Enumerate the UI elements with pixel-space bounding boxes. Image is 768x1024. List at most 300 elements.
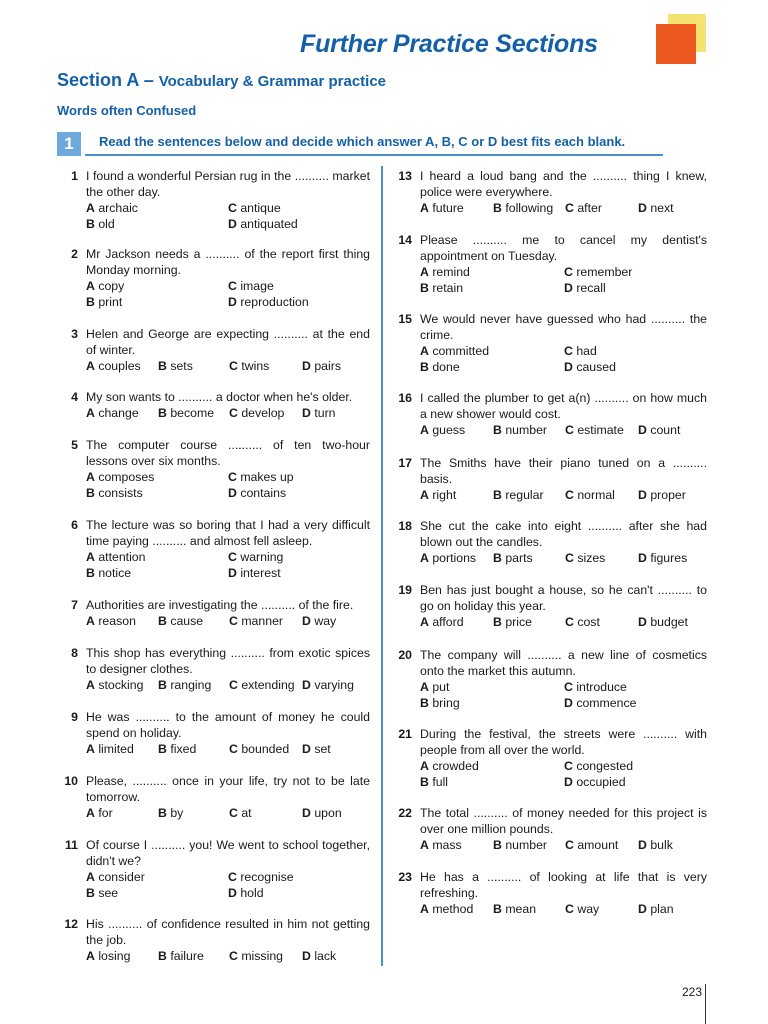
option-b[interactable] — [420, 280, 463, 296]
option-letter: D — [228, 217, 237, 231]
option-c[interactable] — [229, 741, 289, 757]
option-b[interactable] — [158, 405, 214, 421]
option-letter: A — [86, 614, 95, 628]
option-letter: D — [638, 488, 647, 502]
option-a[interactable] — [420, 343, 489, 359]
question-text: He has a .......... of looking at life that is very refreshing. — [420, 870, 707, 900]
option-letter: A — [86, 806, 95, 820]
question-text: Ben has just bought a house, so he can't .......... to go on holiday this year. — [420, 583, 707, 613]
option-letter: D — [564, 696, 573, 710]
option-text: missing — [241, 949, 283, 963]
option-a[interactable] — [86, 613, 136, 629]
option-a[interactable] — [420, 614, 464, 630]
option-text: set — [314, 742, 331, 756]
option-text: right — [432, 488, 457, 502]
option-text: full — [432, 775, 449, 789]
option-text: warning — [240, 550, 284, 564]
option-text: committed — [432, 344, 490, 358]
option-d[interactable] — [564, 280, 606, 296]
option-a[interactable] — [86, 469, 154, 485]
option-letter: C — [565, 488, 574, 502]
option-letter: A — [86, 742, 95, 756]
option-letter: C — [228, 550, 237, 564]
option-c[interactable] — [229, 358, 269, 374]
option-a[interactable] — [86, 948, 130, 964]
option-text: normal — [577, 488, 615, 502]
question-text: This shop has everything .......... from exotic spices to designer clothes. — [86, 646, 370, 676]
option-letter: C — [565, 423, 574, 437]
option-d[interactable] — [228, 294, 309, 310]
section-dash: – — [138, 70, 159, 90]
question-number: 5 — [71, 438, 78, 452]
option-text: attention — [98, 550, 146, 564]
option-c[interactable] — [229, 948, 283, 964]
option-letter: C — [565, 551, 574, 565]
option-text: done — [432, 360, 460, 374]
option-letter: D — [302, 806, 311, 820]
option-letter: A — [420, 551, 429, 565]
option-text: image — [240, 279, 274, 293]
option-c[interactable] — [565, 614, 600, 630]
option-c[interactable] — [228, 469, 294, 485]
option-text: mean — [505, 902, 537, 916]
decorative-orange-square — [656, 24, 696, 64]
option-text: portions — [432, 551, 477, 565]
option-letter: A — [86, 470, 95, 484]
column-divider — [381, 166, 383, 966]
option-text: method — [432, 902, 474, 916]
option-d[interactable] — [638, 837, 673, 853]
option-letter: B — [158, 949, 167, 963]
option-letter: B — [158, 614, 167, 628]
option-b[interactable] — [420, 695, 460, 711]
option-text: consists — [98, 486, 143, 500]
option-text: antique — [240, 201, 281, 215]
option-text: print — [98, 295, 123, 309]
option-letter: A — [420, 838, 429, 852]
option-text: change — [98, 406, 139, 420]
option-b[interactable] — [493, 901, 536, 917]
option-letter: B — [158, 359, 167, 373]
option-c[interactable] — [564, 264, 632, 280]
question-text: I called the plumber to get a(n) .......... on how much a new shower would cost. — [420, 391, 707, 421]
option-c[interactable] — [228, 200, 281, 216]
option-letter: A — [86, 550, 95, 564]
option-letter: D — [638, 551, 647, 565]
question-number: 14 — [398, 233, 412, 247]
option-text: future — [432, 201, 464, 215]
option-letter: C — [228, 279, 237, 293]
option-letter: B — [493, 615, 502, 629]
question-text: She cut the cake into eight .......... after she had blown out the candles. — [420, 519, 707, 549]
option-letter: D — [228, 566, 237, 580]
option-b[interactable] — [420, 359, 460, 375]
question-text: The lecture was so boring that I had a very difficult time paying .......... and almost fell asleep. — [86, 518, 370, 548]
option-d[interactable] — [228, 216, 298, 232]
option-text: see — [98, 886, 119, 900]
option-letter: A — [420, 680, 429, 694]
question-number: 7 — [71, 598, 78, 612]
question-number: 6 — [71, 518, 78, 532]
option-text: twins — [241, 359, 270, 373]
option-letter: C — [228, 201, 237, 215]
option-text: extending — [241, 678, 295, 692]
option-letter: C — [565, 902, 574, 916]
option-b[interactable] — [493, 614, 532, 630]
question-number: 13 — [398, 169, 412, 183]
option-letter: A — [86, 359, 95, 373]
option-c[interactable] — [229, 613, 283, 629]
option-d[interactable] — [564, 774, 626, 790]
option-letter: B — [420, 360, 429, 374]
option-text: lack — [314, 949, 337, 963]
option-letter: C — [565, 615, 574, 629]
option-text: reason — [98, 614, 136, 628]
question-text: During the festival, the streets were .......... with people from all over the world. — [420, 727, 707, 757]
page-title: Further Practice Sections — [300, 30, 598, 58]
option-b[interactable] — [86, 885, 118, 901]
option-text: introduce — [576, 680, 627, 694]
option-text: cost — [577, 615, 600, 629]
option-text: figures — [650, 551, 688, 565]
option-letter: A — [420, 902, 429, 916]
option-text: makes up — [240, 470, 294, 484]
option-text: occupied — [576, 775, 626, 789]
option-text: plan — [650, 902, 674, 916]
option-text: upon — [314, 806, 342, 820]
option-d[interactable] — [228, 485, 286, 501]
question-number: 4 — [71, 390, 78, 404]
option-b[interactable] — [86, 216, 115, 232]
question-number: 1 — [71, 169, 78, 183]
option-b[interactable] — [158, 948, 204, 964]
option-letter: D — [564, 360, 573, 374]
option-letter: B — [158, 678, 167, 692]
option-letter: C — [228, 470, 237, 484]
option-letter: B — [493, 423, 502, 437]
option-text: interest — [240, 566, 281, 580]
question-text: I found a wonderful Persian rug in the .......... market the other day. — [86, 169, 370, 199]
question-text: Please .......... me to cancel my dentist's appointment on Tuesday. — [420, 233, 707, 263]
option-letter: C — [229, 806, 238, 820]
question-text: Please, .......... once in your life, try not to be late tomorrow. — [86, 774, 370, 804]
question-number: 16 — [398, 391, 412, 405]
option-text: next — [650, 201, 674, 215]
question-text: Mr Jackson needs a .......... of the report first thing Monday morning. — [86, 247, 370, 277]
option-letter: A — [86, 870, 95, 884]
option-a[interactable] — [420, 837, 462, 853]
page-number: 223 — [682, 985, 703, 999]
option-d[interactable] — [638, 550, 687, 566]
option-letter: C — [229, 614, 238, 628]
option-text: by — [170, 806, 184, 820]
option-a[interactable] — [420, 422, 465, 438]
option-b[interactable] — [86, 294, 122, 310]
option-c[interactable] — [565, 487, 615, 503]
option-text: congested — [576, 759, 634, 773]
option-c[interactable] — [565, 901, 599, 917]
option-b[interactable] — [493, 200, 553, 216]
option-text: regular — [505, 488, 544, 502]
option-a[interactable] — [86, 805, 113, 821]
option-text: copy — [98, 279, 125, 293]
option-text: limited — [98, 742, 134, 756]
option-text: budget — [650, 615, 688, 629]
option-b[interactable] — [158, 358, 193, 374]
option-b[interactable] — [493, 487, 544, 503]
option-text: had — [576, 344, 597, 358]
option-c[interactable] — [564, 679, 627, 695]
option-text: way — [314, 614, 337, 628]
option-letter: D — [638, 423, 647, 437]
option-text: bulk — [650, 838, 673, 852]
option-letter: A — [420, 201, 429, 215]
option-letter: D — [564, 775, 573, 789]
question-number: 18 — [398, 519, 412, 533]
option-b[interactable] — [86, 485, 143, 501]
option-letter: B — [158, 806, 167, 820]
option-c[interactable] — [565, 550, 605, 566]
option-letter: A — [86, 279, 95, 293]
option-letter: C — [565, 838, 574, 852]
option-c[interactable] — [229, 805, 252, 821]
question-text: He was .......... to the amount of money he could spend on holiday. — [86, 710, 370, 740]
option-text: failure — [170, 949, 204, 963]
option-b[interactable] — [158, 805, 183, 821]
option-letter: C — [229, 359, 238, 373]
option-letter: A — [420, 265, 429, 279]
option-text: consider — [98, 870, 145, 884]
option-text: contains — [240, 486, 287, 500]
option-letter: C — [229, 949, 238, 963]
option-a[interactable] — [86, 741, 134, 757]
question-number: 15 — [398, 312, 412, 326]
option-a[interactable] — [420, 679, 449, 695]
question-text: We would never have guessed who had .......... the crime. — [420, 312, 707, 342]
question-number: 17 — [398, 456, 412, 470]
question-text: The Smiths have their piano tuned on a .......... basis. — [420, 456, 707, 486]
option-letter: D — [302, 614, 311, 628]
option-text: develop — [241, 406, 285, 420]
option-letter: B — [86, 217, 95, 231]
option-b[interactable] — [158, 741, 196, 757]
option-letter: D — [228, 295, 237, 309]
option-text: ranging — [170, 678, 212, 692]
option-letter: A — [86, 678, 95, 692]
instruction-underline — [85, 154, 663, 156]
option-letter: B — [420, 775, 429, 789]
option-a[interactable] — [420, 758, 479, 774]
option-letter: A — [86, 201, 95, 215]
option-b[interactable] — [420, 774, 448, 790]
question-number: 2 — [71, 247, 78, 261]
question-number: 21 — [398, 727, 412, 741]
option-letter: A — [420, 344, 429, 358]
option-text: reproduction — [240, 295, 309, 309]
option-letter: D — [302, 678, 311, 692]
option-letter: B — [86, 886, 95, 900]
option-letter: C — [228, 870, 237, 884]
option-letter: D — [302, 359, 311, 373]
option-letter: B — [86, 566, 95, 580]
option-d[interactable] — [564, 359, 616, 375]
option-text: remind — [432, 265, 470, 279]
option-text: count — [650, 423, 681, 437]
option-text: afford — [432, 615, 464, 629]
question-number: 12 — [64, 917, 78, 931]
question-number: 10 — [64, 774, 78, 788]
option-letter: B — [493, 488, 502, 502]
option-text: remember — [576, 265, 633, 279]
option-text: recognise — [240, 870, 294, 884]
option-c[interactable] — [229, 405, 284, 421]
option-c[interactable] — [565, 837, 618, 853]
option-text: hold — [240, 886, 264, 900]
option-c[interactable] — [564, 343, 597, 359]
option-text: guess — [432, 423, 466, 437]
option-a[interactable] — [86, 869, 145, 885]
option-a[interactable] — [420, 901, 473, 917]
option-text: estimate — [577, 423, 624, 437]
option-text: antiquated — [240, 217, 298, 231]
question-text: My son wants to .......... a doctor when he's older. — [86, 390, 353, 404]
option-d[interactable] — [302, 358, 341, 374]
option-letter: B — [420, 281, 429, 295]
option-text: after — [577, 201, 602, 215]
option-text: commence — [576, 696, 637, 710]
option-d[interactable] — [638, 901, 674, 917]
option-letter: D — [228, 486, 237, 500]
question-text: The company will .......... a new line of cosmetics onto the market this autumn. — [420, 648, 707, 678]
option-text: number — [505, 423, 548, 437]
option-letter: D — [302, 949, 311, 963]
option-a[interactable] — [420, 550, 476, 566]
section-label: Section A — [57, 70, 139, 90]
option-letter: D — [638, 838, 647, 852]
option-b[interactable] — [493, 550, 533, 566]
option-c[interactable] — [228, 549, 283, 565]
option-d[interactable] — [228, 885, 264, 901]
option-a[interactable] — [420, 487, 456, 503]
option-letter: B — [420, 696, 429, 710]
option-text: archaic — [98, 201, 138, 215]
option-letter: A — [86, 949, 95, 963]
option-letter: C — [229, 742, 238, 756]
option-c[interactable] — [565, 422, 624, 438]
option-a[interactable] — [86, 677, 143, 693]
option-c[interactable] — [228, 278, 274, 294]
option-text: stocking — [98, 678, 144, 692]
question-number: 11 — [65, 838, 78, 852]
question-text: The computer course .......... of ten two-hour lessons over six months. — [86, 438, 370, 468]
option-letter: B — [493, 902, 502, 916]
option-text: amount — [577, 838, 619, 852]
option-c[interactable] — [228, 869, 294, 885]
subheading: Words often Confused — [57, 103, 197, 118]
option-letter: B — [158, 742, 167, 756]
option-text: recall — [576, 281, 606, 295]
option-letter: C — [564, 759, 573, 773]
option-text: turn — [314, 406, 336, 420]
option-text: pairs — [314, 359, 341, 373]
question-text: I heard a loud bang and the .......... thing I knew, police were everywhere. — [420, 169, 707, 199]
option-b[interactable] — [493, 837, 547, 853]
option-a[interactable] — [86, 549, 146, 565]
option-text: sets — [170, 359, 193, 373]
option-d[interactable] — [638, 487, 686, 503]
option-letter: A — [420, 423, 429, 437]
option-a[interactable] — [420, 200, 464, 216]
option-d[interactable] — [302, 741, 331, 757]
option-d[interactable] — [638, 200, 674, 216]
option-letter: A — [420, 615, 429, 629]
option-letter: B — [493, 838, 502, 852]
option-text: caused — [576, 360, 616, 374]
option-letter: D — [302, 406, 311, 420]
option-b[interactable] — [158, 613, 203, 629]
option-letter: A — [420, 759, 429, 773]
option-b[interactable] — [158, 677, 211, 693]
option-c[interactable] — [564, 758, 633, 774]
option-text: put — [432, 680, 450, 694]
option-text: fixed — [170, 742, 197, 756]
option-d[interactable] — [638, 614, 688, 630]
option-text: become — [170, 406, 215, 420]
option-a[interactable] — [86, 278, 124, 294]
option-a[interactable] — [420, 264, 470, 280]
question-number: 22 — [398, 806, 412, 820]
option-a[interactable] — [86, 358, 141, 374]
page-number-rule — [705, 984, 706, 1024]
option-d[interactable] — [302, 405, 336, 421]
option-d[interactable] — [228, 565, 281, 581]
option-letter: C — [564, 344, 573, 358]
option-letter: B — [86, 295, 95, 309]
option-text: bounded — [241, 742, 290, 756]
option-letter: A — [420, 488, 429, 502]
option-d[interactable] — [302, 613, 336, 629]
option-a[interactable] — [86, 200, 138, 216]
question-text: Of course I .......... you! We went to school together, didn't we? — [86, 838, 370, 868]
option-text: old — [98, 217, 115, 231]
option-b[interactable] — [86, 565, 131, 581]
option-text: following — [505, 201, 554, 215]
option-letter: C — [564, 680, 573, 694]
section-subtitle: Vocabulary & Grammar practice — [158, 73, 387, 90]
option-text: number — [505, 838, 548, 852]
option-text: sizes — [577, 551, 606, 565]
option-d[interactable] — [564, 695, 636, 711]
option-text: losing — [98, 949, 131, 963]
option-letter: D — [564, 281, 573, 295]
option-letter: D — [638, 615, 647, 629]
option-a[interactable] — [86, 405, 139, 421]
option-d[interactable] — [302, 677, 354, 693]
section-heading — [57, 70, 386, 91]
option-d[interactable] — [302, 805, 342, 821]
option-d[interactable] — [302, 948, 336, 964]
option-letter: C — [229, 678, 238, 692]
question-text: Authorities are investigating the .......... of the fire. — [86, 598, 354, 612]
option-letter: B — [493, 551, 502, 565]
option-letter: D — [302, 742, 311, 756]
option-d[interactable] — [638, 422, 680, 438]
option-c[interactable] — [229, 677, 295, 693]
option-b[interactable] — [493, 422, 547, 438]
option-letter: B — [493, 201, 502, 215]
option-c[interactable] — [565, 200, 602, 216]
option-letter: D — [638, 902, 647, 916]
